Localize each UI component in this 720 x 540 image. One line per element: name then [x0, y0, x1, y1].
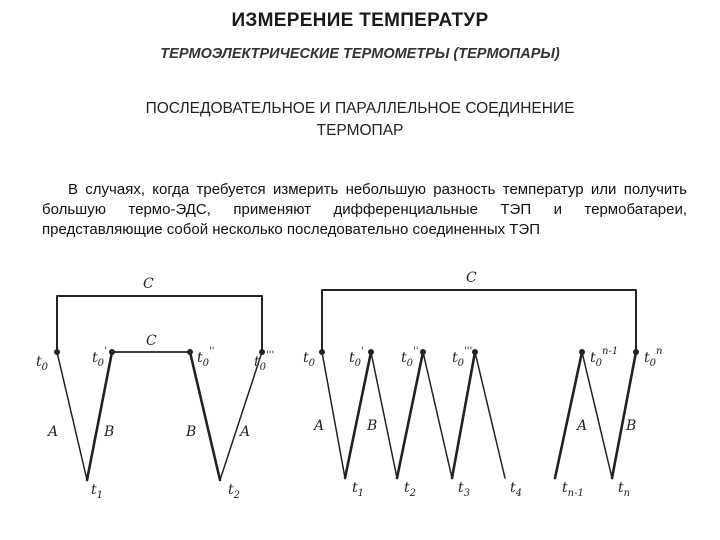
left-wire-a2 — [220, 352, 262, 480]
right-label-t-n-1: $t_{n-1}$ — [562, 480, 584, 499]
left-label-t2: $t_2$ — [228, 482, 241, 501]
section-title-line1: ПОСЛЕДОВАТЕЛЬНОЕ И ПАРАЛЛЕЛЬНОЕ СОЕДИНЕНИЕ — [145, 100, 575, 117]
right-wire-a2 — [371, 352, 397, 478]
slide-title: ИЗМЕРЕНИЕ ТЕМПЕРАТУР — [231, 10, 489, 31]
left-label-b1: B — [104, 424, 115, 440]
right-label-t0: $t_0$ — [303, 350, 316, 369]
right-label-t1: $t_1$ — [352, 480, 365, 499]
right-wire-a-n — [582, 352, 612, 478]
right-label-t0-n: $t_0^n$ — [644, 346, 663, 369]
right-wire-c-outer — [322, 290, 636, 350]
right-label-t0-n-1: $t_0^{n-1}$ — [590, 346, 619, 369]
left-label-a2: A — [240, 424, 251, 440]
left-label-c-middle: C — [146, 333, 157, 349]
right-wire-a4 — [475, 352, 505, 478]
right-junction-t0-n — [633, 349, 639, 355]
left-junction-t0-double-prime — [187, 349, 193, 355]
right-wire-b2 — [397, 352, 423, 478]
left-label-c-outer: C — [143, 276, 154, 292]
left-wire-c-outer — [57, 296, 262, 350]
left-label-t1: $t_1$ — [91, 482, 104, 501]
left-wire-a1 — [57, 352, 87, 480]
left-label-a1: A — [48, 424, 59, 440]
right-label-t0-double-prime: $t_0''$ — [401, 346, 419, 369]
right-thermopile — [322, 290, 636, 478]
right-label-t4: $t_4$ — [510, 480, 523, 499]
right-label-c-outer: C — [466, 270, 477, 286]
right-wire-b-n1 — [555, 352, 582, 478]
section-title-line2: ТЕРМОПАР — [316, 121, 404, 139]
left-junction-t0 — [54, 349, 60, 355]
right-label-t0-prime: $t_0'$ — [349, 346, 364, 369]
right-label-a1: A — [314, 418, 325, 434]
right-wire-a1 — [322, 352, 345, 478]
right-junction-t0-double-prime — [420, 349, 426, 355]
left-wire-b2 — [190, 352, 220, 480]
right-wire-a3 — [423, 352, 452, 478]
left-junction-t0-prime — [109, 349, 115, 355]
right-label-t2: $t_2$ — [404, 480, 417, 499]
right-label-t-n: $t_n$ — [618, 480, 631, 499]
left-wire-b1 — [87, 352, 115, 480]
right-wire-b-n — [612, 352, 636, 478]
right-junction-t0-n-1 — [579, 349, 585, 355]
right-label-t0-triple-prime: $t_0'''$ — [452, 346, 473, 369]
slide-subtitle: ТЕРМОЭЛЕКТРИЧЕСКИЕ ТЕРМОМЕТРЫ (ТЕРМОПАРЫ) — [160, 46, 560, 62]
right-wire-b3 — [452, 352, 475, 478]
left-label-t0-prime: $t_0'$ — [92, 346, 107, 369]
left-label-t0-double-prime: $t_0''$ — [197, 346, 215, 369]
right-junction-t0-triple-prime — [472, 349, 478, 355]
right-junction-t0-prime — [368, 349, 374, 355]
right-wire-b1 — [345, 352, 371, 478]
left-label-t0-triple-prime: $t_0'''$ — [254, 350, 275, 373]
left-differential-thermocouple — [57, 296, 262, 480]
left-label-b2: B — [186, 424, 197, 440]
right-label-a2: A — [577, 418, 588, 434]
right-junction-t0 — [319, 349, 325, 355]
left-junction-t0-triple-prime — [259, 349, 265, 355]
right-label-b1: B — [367, 418, 378, 434]
right-label-t3: $t_3$ — [458, 480, 471, 499]
left-label-t0: $t_0$ — [36, 354, 49, 373]
right-label-b2: B — [626, 418, 637, 434]
body-paragraph: В случаях, когда требуется измерить небольшую разность температур или получить большую термо-ЭДС, применяют дифференциальные ТЭП и термобатареи, представляющие собой несколько последовательно соединенных ТЭП — [42, 181, 687, 238]
